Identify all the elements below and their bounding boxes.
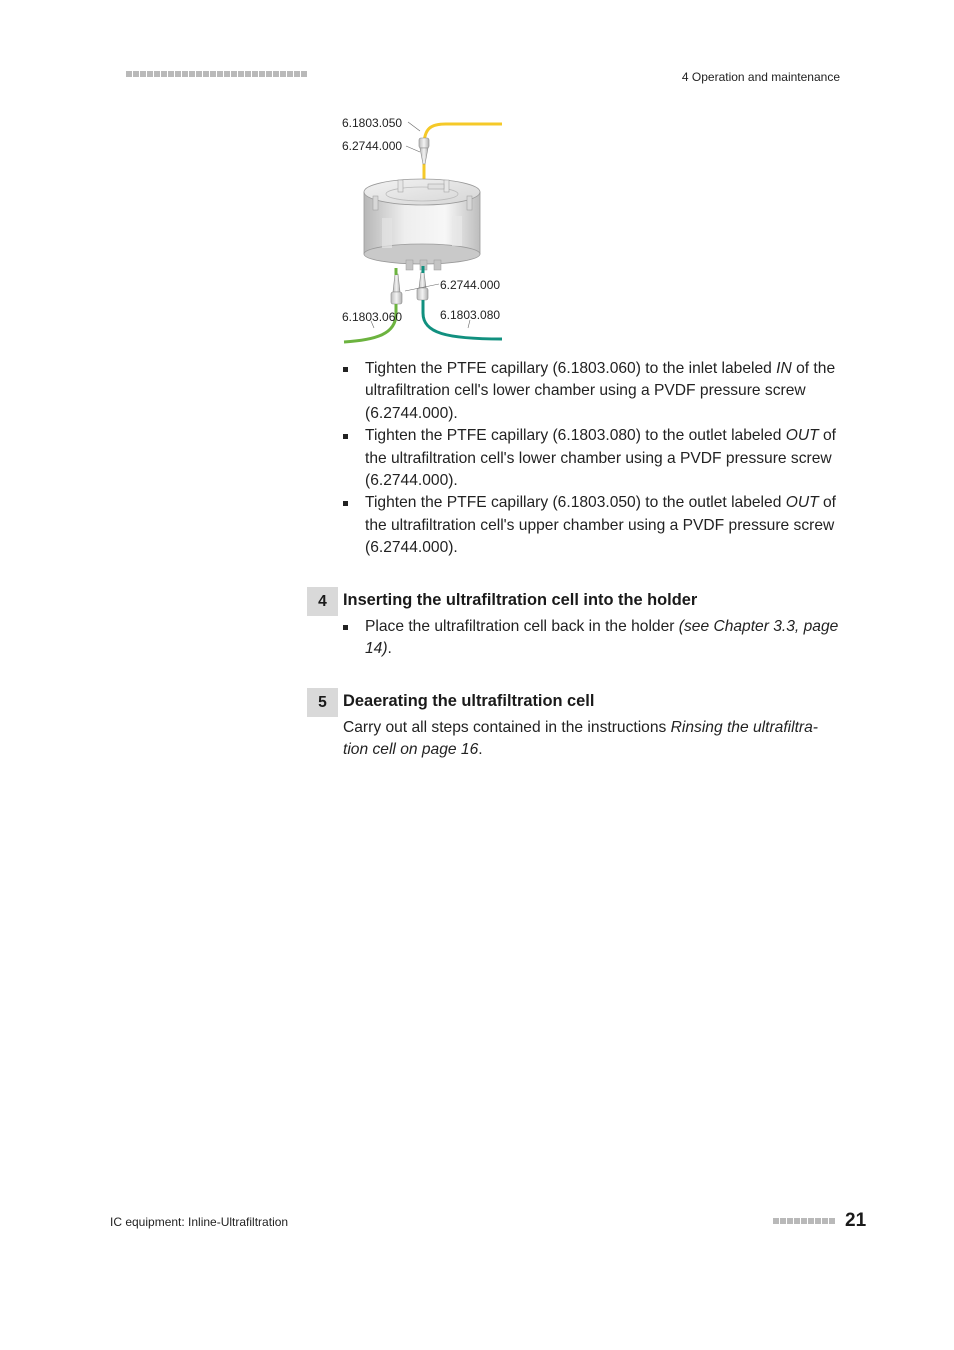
left-pressure-screw <box>391 292 402 304</box>
step3-bullet-list <box>342 358 842 560</box>
footer-document-title: IC equipment: Inline-Ultrafiltration <box>110 1215 289 1229</box>
right-pressure-screw <box>417 288 428 300</box>
list-item: Tighten the PTFE capillary (6.1803.060) to the inlet labeled IN of the ultrafiltration cell's lower chamber using a PVDF pressure screw (6.2744.000). <box>342 358 842 425</box>
step4-bullet-list <box>342 616 842 661</box>
list-item: Tighten the PTFE capillary (6.1803.050) to the outlet labeled OUT of the ultrafiltration cell's upper chamber using a PVDF pressure screw (6.2744.000). <box>342 492 842 559</box>
label-top-screw: 6.2744.000 <box>342 139 403 153</box>
yellow-capillary <box>424 124 502 146</box>
step-number-5: 5 <box>307 688 338 717</box>
footer-decoration <box>773 1218 835 1224</box>
ultrafiltration-cell-body <box>364 179 480 270</box>
page-number: 21 <box>845 1210 867 1231</box>
label-right-screw: 6.2744.000 <box>440 278 501 292</box>
list-item: Tighten the PTFE capillary (6.1803.080) to the outlet labeled OUT of the ultrafiltration cell's lower chamber using a PVDF pressure screw (6.2744.000). <box>342 425 842 492</box>
step-title-5: Deaerating the ultrafiltration cell <box>343 692 595 710</box>
step-number-4: 4 <box>307 587 338 616</box>
top-pressure-screw <box>419 138 429 148</box>
step5-text: Carry out all steps contained in the instructions Rinsing the ultrafiltra- tion cell on page 16. <box>343 719 818 759</box>
ultrafiltration-cell-figure <box>336 108 516 350</box>
list-item: Place the ultrafiltration cell back in the holder (see Chapter 3.3, page 14). <box>342 616 842 661</box>
header-decoration <box>126 71 307 77</box>
label-right-capillary: 6.1803.080 <box>440 308 501 322</box>
label-top-capillary: 6.1803.050 <box>342 116 403 130</box>
label-left-capillary: 6.1803.060 <box>342 310 403 324</box>
step-title-4: Inserting the ultrafiltration cell into the holder <box>343 591 698 609</box>
chapter-heading: 4 Operation and maintenance <box>681 70 840 84</box>
